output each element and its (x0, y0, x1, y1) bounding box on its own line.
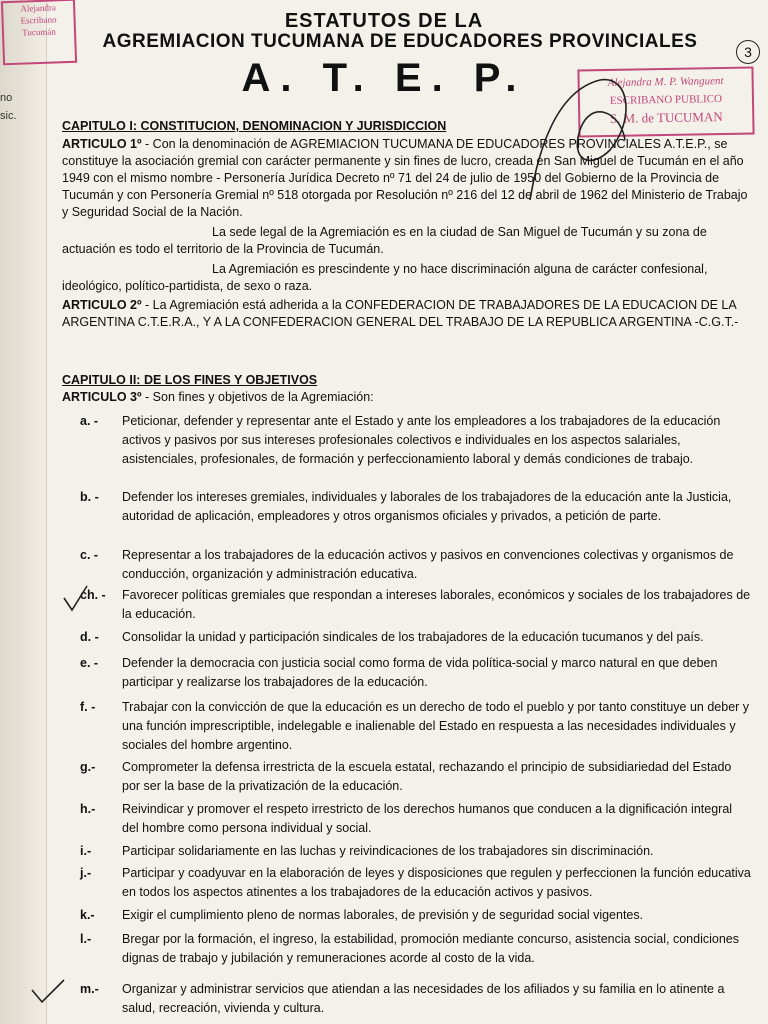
list-item (62, 930, 752, 968)
item-text: Participar y coadyuvar en la elaboración de leyes y disposiciones que regulen y perfeccionen la función educativa en todos los aspectos atinentes a los trabajadores de la educación activos y pasivos. (122, 866, 751, 899)
article-2 (62, 297, 750, 331)
list-item (62, 758, 752, 796)
title-line-2: AGREMIACION TUCUMANA DE EDUCADORES PROVINCIALES (102, 31, 698, 52)
check-mark-icon (60, 584, 90, 614)
list-item (62, 800, 752, 838)
paragraph-non-discrimination: La Agremiación es prescindente y no hace discriminación alguna de carácter confesional, ideológico, político-partidista, de sexo o raza. (62, 262, 708, 293)
item-text: Peticionar, defender y representar ante el Estado y ante los empleadores a los trabajadores de la educación activos y pasivos por sus intereses profesionales colectivos e individuales en los aspectos salariales, asistenciales, profesionales, de formación y perfeccionamiento laboral y demás condiciones de trabajo. (122, 414, 721, 466)
list-item (62, 628, 752, 647)
item-letter: m.- (80, 982, 99, 996)
list-item (62, 654, 752, 692)
check-mark-icon (28, 976, 68, 1006)
article-3 (62, 389, 750, 406)
item-letter: b. - (80, 490, 99, 504)
list-item (62, 412, 752, 469)
chapter-1 (62, 118, 750, 331)
item-letter: g.- (80, 760, 96, 774)
item-text: Defender los intereses gremiales, individuales y laborales de los trabajadores de la educación ante la Justicia, autoridad de aplicación, empleadores y otros organismos oficiales y privados, a petición de parte. (122, 490, 732, 523)
item-letter: j.- (80, 866, 92, 880)
item-letter: ch. - (80, 588, 106, 602)
item-text: Bregar por la formación, el ingreso, la estabilidad, promoción mediante concurso, asistencia social, condiciones dignas de trabajo y jubilación y remuneraciones acorde al costo de la vida. (122, 932, 739, 965)
title-acronym: A. T. E. P. (241, 56, 527, 100)
item-letter: c. - (80, 548, 99, 562)
top-left-stamp: Alejandra Escribano Tucumán (1, 0, 77, 65)
list-item (62, 980, 752, 1018)
article-1-label: ARTICULO 1º (62, 137, 142, 151)
article-2-label: ARTICULO 2º (62, 298, 142, 312)
item-text: Participar solidariamente en las luchas y reivindicaciones de los trabajadores sin discriminación. (122, 844, 654, 858)
article-2-text: - La Agremiación está adherida a la CONFEDERACION DE TRABAJADORES DE LA EDUCACION DE LA ARGENTINA C.T.E.R.A., Y A LA CONFEDERACION GENERAL DEL TRABAJO DE LA REPUBLICA ARGENTINA -C.G.T.- (62, 298, 739, 329)
margin-fragment: sic. (0, 110, 17, 122)
article-3-text: - Son fines y objetivos de la Agremiación: (141, 390, 374, 404)
chapter-2 (62, 372, 750, 406)
chapter-2-heading: CAPITULO II: DE LOS FINES Y OBJETIVOS (62, 373, 318, 387)
item-text: Defender la democracia con justicia social como forma de vida política-social y marco natural en que deben participar y realizarse los trabajadores de la educación. (122, 656, 718, 689)
item-text: Exigir el cumplimiento pleno de normas laborales, de previsión y de seguridad social vigentes. (122, 908, 644, 922)
article-3-label: ARTICULO 3º (62, 390, 142, 404)
item-letter: a. - (80, 414, 99, 428)
item-text: Reivindicar y promover el respeto irrestricto de los derechos humanos que conducen a la dignificación integral del hombre como persona individual y social. (122, 802, 733, 835)
list-item (62, 546, 752, 584)
list-item (62, 586, 752, 624)
title-line-1: ESTATUTOS DE LA (284, 10, 484, 32)
page-number: 3 (736, 40, 760, 64)
item-text: Comprometer la defensa irrestricta de la escuela estatal, rechazando el principio de subsidiariedad del Estado por ser la base de la privatización de la educación. (122, 760, 732, 793)
notary-stamp: Alejandra M. P. Wanguent ESCRIBANO PUBLICO S. M. de TUCUMAN (577, 66, 754, 137)
item-text: Representar a los trabajadores de la educación activos y pasivos en convenciones colectivas y organismos de conducción, organización y administración educativa. (122, 548, 734, 581)
item-letter: k.- (80, 908, 95, 922)
list-item (62, 488, 752, 526)
list-item (62, 698, 752, 755)
article-1 (62, 136, 750, 221)
item-letter: l.- (80, 932, 92, 946)
article-1-text: - Con la denominación de AGREMIACION TUCUMANA DE EDUCADORES PROVINCIALES A.T.E.P., se constituye la asociación gremial con carácter permanente y sin fines de lucro, creada en San Miguel de Tucumán en el año 1949 con el mismo nombre - Personería Jurídica Decreto nº 71 del 24 de julio de 1950 del Gobierno de la Provincia de Tucumán y con Personería Gremial nº 518 otorgada por Resolución nº 216 del 12 de abril de 1962 del Ministerio de Trabajo y Seguridad Social de la Nación. (62, 137, 748, 219)
margin-fragment: no (0, 92, 13, 104)
paragraph-seat: La sede legal de la Agremiación es en la ciudad de San Miguel de Tucumán y su zona de actuación es todo el territorio de la Provincia de Tucumán. (62, 225, 707, 256)
item-letter: d. - (80, 630, 99, 644)
item-text: Consolidar la unidad y participación sindicales de los trabajadores de la educación tucumanos y del país. (122, 630, 704, 644)
chapter-1-heading: CAPITULO I: CONSTITUCION, DENOMINACION Y JURISDICCION (62, 119, 447, 133)
page-left-edge (0, 0, 47, 1024)
item-text: Organizar y administrar servicios que atiendan a las necesidades de los afiliados y su familia en lo atinente a salud, recreación, vivienda y cultura. (122, 982, 725, 1015)
item-text: Trabajar con la convicción de que la educación es un derecho de todo el pueblo y por tanto constituye un deber y una función imprescriptible, indelegable e inalienable del Estado en respuesta a las necesidades individuales y sociales del hombre argentino. (122, 700, 750, 752)
list-item (62, 906, 752, 925)
list-item (62, 864, 752, 902)
list-item (62, 842, 752, 861)
item-letter: f. - (80, 700, 96, 714)
item-letter: e. - (80, 656, 99, 670)
item-text: Favorecer políticas gremiales que respondan a intereses laborales, económicos y sociales de los trabajadores de la educación. (122, 588, 751, 621)
item-letter: h.- (80, 802, 96, 816)
item-letter: i.- (80, 844, 92, 858)
